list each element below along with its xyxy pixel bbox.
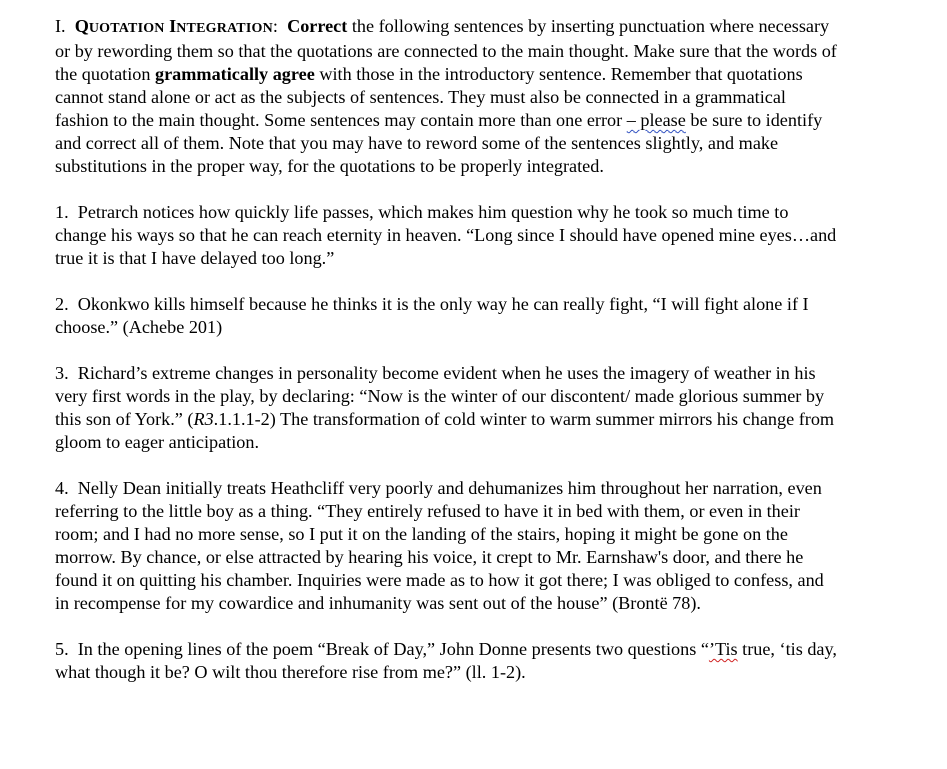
item-3 — [55, 362, 840, 454]
item-1 — [55, 201, 840, 270]
item-text-before: Richard’s extreme changes in personality become evident when he uses the imagery of weather in his very first words in the play, by declaring: “Now is the winter of our discontent/ made glorious summer by this son of York.” ( — [55, 363, 825, 429]
grammar-flag-please: – please — [626, 110, 686, 130]
item-number: 1. — [55, 202, 69, 222]
item-number: 5. — [55, 639, 69, 659]
instructions-paragraph — [55, 15, 840, 178]
item-text: Nelly Dean initially treats Heathcliff very poorly and dehumanizes him throughout her narration, even referring to the little boy as a thing. “They entirely refused to have it in bed with them, or even in their room; and I had no more sense, so I put it on the landing of the stairs, hoping it might be gone on the morrow. By chance, or else attracted by hearing his voice, it crept to Mr. Earnshaw's door, and there he found it on quitting his chamber. Inquiries were made as to how it got there; I was obliged to confess, and in recompense for my cowardice and inhumanity was sent out of the house” (Brontë 78). — [55, 478, 824, 613]
item-2 — [55, 293, 840, 339]
bold-grammatically-agree: grammatically agree — [155, 64, 315, 84]
instructions-text-1: the following sentences by inserting punctuation where necessary or by rewording them so that the quotations are connected to the main thought. Make sure that the words of the quotation — [55, 16, 837, 84]
item-text: Petrarch notices how quickly life passes, which makes him question why he took so much time to change his ways so that he can reach eternity in heaven. “Long since I should have opened mine eyes…and true it is that I have delayed too long.” — [55, 202, 837, 268]
heading-colon: : — [272, 16, 278, 36]
document-page — [55, 15, 840, 707]
item-text-after: true, ‘tis day, what though it be? O wilt thou therefore rise from me?” (ll. 1-2). — [55, 639, 837, 682]
item-5 — [55, 638, 840, 684]
italic-reference: R3 — [193, 409, 214, 429]
bold-correct: Correct — [287, 16, 348, 36]
item-4 — [55, 477, 840, 615]
item-text-before: In the opening lines of the poem “Break of Day,” John Donne presents two questions “ — [77, 639, 709, 659]
item-number: 3. — [55, 363, 69, 383]
instructions-text-2: with those in the introductory sentence. Remember that quotations cannot stand alone or act as the subjects of sentences. They must also be connected in a grammatical fashion to the main thought. Some sentences may contain more than one error — [55, 64, 803, 130]
section-heading: QUOTATION INTEGRATION — [74, 16, 273, 36]
item-number: 2. — [55, 294, 69, 314]
instructions-text-3: be sure to identify and correct all of them. Note that you may have to reword some of the sentences slightly, and make substitutions in the proper way, for the quotations to be properly integrated. — [55, 110, 823, 176]
item-number: 4. — [55, 478, 69, 498]
item-text: Okonkwo kills himself because he thinks it is the only way he can really fight, “I will fight alone if I choose.” (Achebe 201) — [55, 294, 809, 337]
spelling-flag-tis: ’Tis — [708, 639, 738, 659]
section-numeral: I. — [55, 16, 66, 36]
item-text-after: .1.1.1-2) The transformation of cold winter to warm summer mirrors his change from gloom to eager anticipation. — [55, 409, 835, 452]
